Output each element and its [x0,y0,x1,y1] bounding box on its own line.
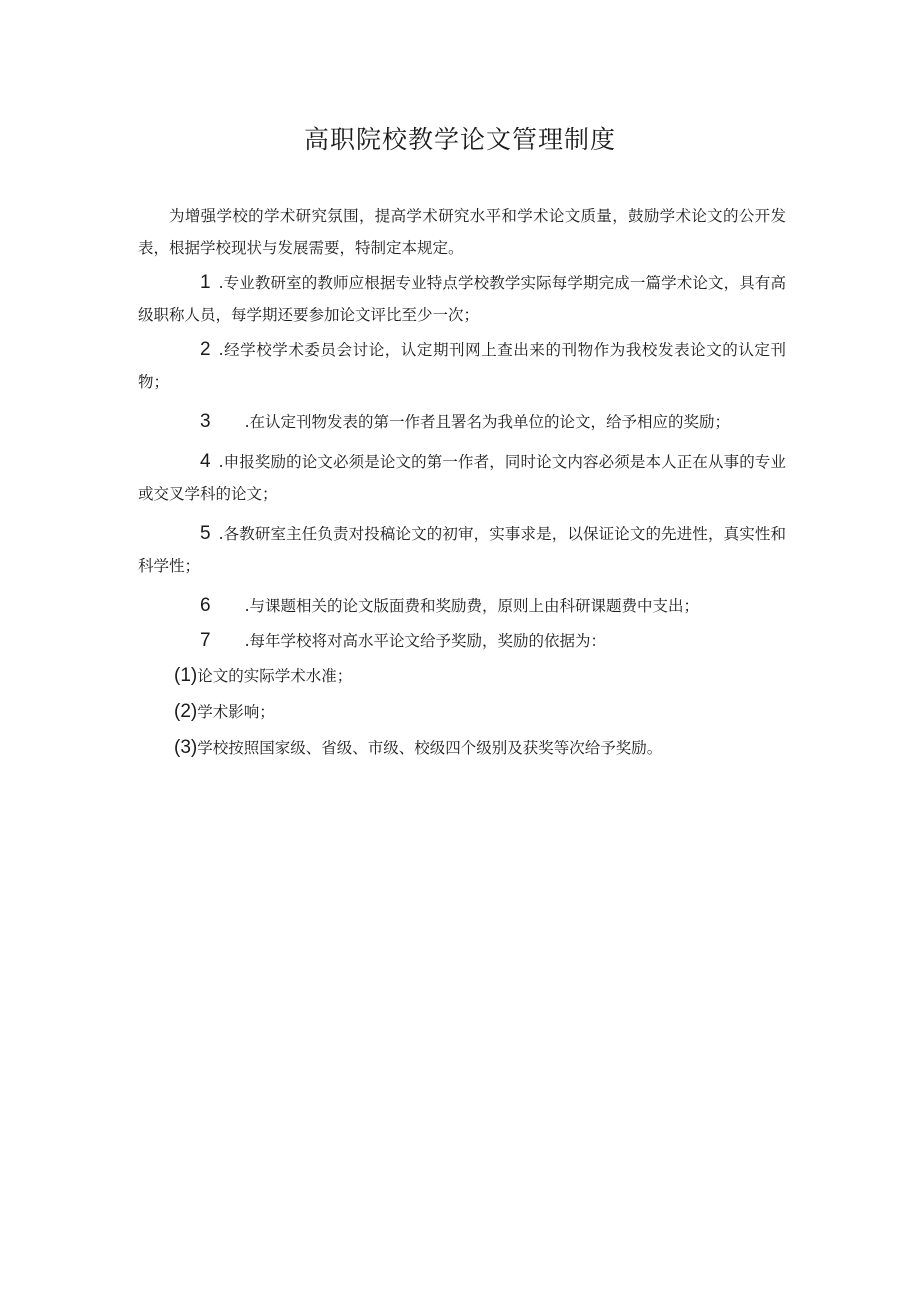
clause-number: 3 [200,411,211,432]
clause-1 [138,267,786,331]
clause-7 [138,625,786,657]
clause-number: 2 [200,339,211,360]
subclause-number: (3) [174,737,198,758]
subclause-text: 学术影响； [197,703,275,721]
document-body [138,200,786,768]
subclause-number: (2) [174,701,198,722]
subclause-2 [138,696,786,728]
clause-text: .每年学校将对高水平论文给予奖励，奖励的依据为： [244,632,607,650]
clause-number: 5 [200,523,211,544]
clause-3 [138,406,786,438]
clause-6 [138,590,786,622]
subclause-1 [138,660,786,692]
clause-text: .在认定刊物发表的第一作者且署名为我单位的论文，给予相应的奖励； [244,413,731,431]
subclause-3 [138,732,786,764]
clause-text: .专业教研室的教师应根据专业特点学校教学实际每学期完成一篇学术论文，具有高级职称人员，每学期还要参加论文评比至少一次； [138,274,786,324]
clause-5 [138,518,786,582]
clause-text: .申报奖励的论文必须是论文的第一作者，同时论文内容必须是本人正在从事的专业或交叉学科的论文； [138,453,786,503]
clause-number: 1 [200,272,211,293]
subclause-number: (1) [174,665,198,686]
intro-paragraph: 为增强学校的学术研究氛围，提高学术研究水平和学术论文质量，鼓励学术论文的公开发表，根据学校现状与发展需要，特制定本规定。 [138,207,786,257]
clause-2 [138,334,786,398]
document-title: 高职院校教学论文管理制度 [303,125,616,154]
clause-text: .经学校学术委员会讨论，认定期刊网上查出来的刊物作为我校发表论文的认定刊物； [138,341,786,391]
subclause-text: 论文的实际学术水准； [197,667,353,685]
clause-number: 4 [200,451,211,472]
clause-text: .各教研室主任负责对投稿论文的初审，实事求是，以保证论文的先进性，真实性和科学性； [138,525,786,575]
clause-number: 6 [200,595,211,616]
clause-text: .与课题相关的论文版面费和奖励费，原则上由科研课题费中支出； [244,597,700,615]
subclause-text: 学校按照国家级、省级、市级、校级四个级别及获奖等次给予奖励。 [197,739,663,757]
clause-number: 7 [200,630,211,651]
clause-4 [138,446,786,510]
